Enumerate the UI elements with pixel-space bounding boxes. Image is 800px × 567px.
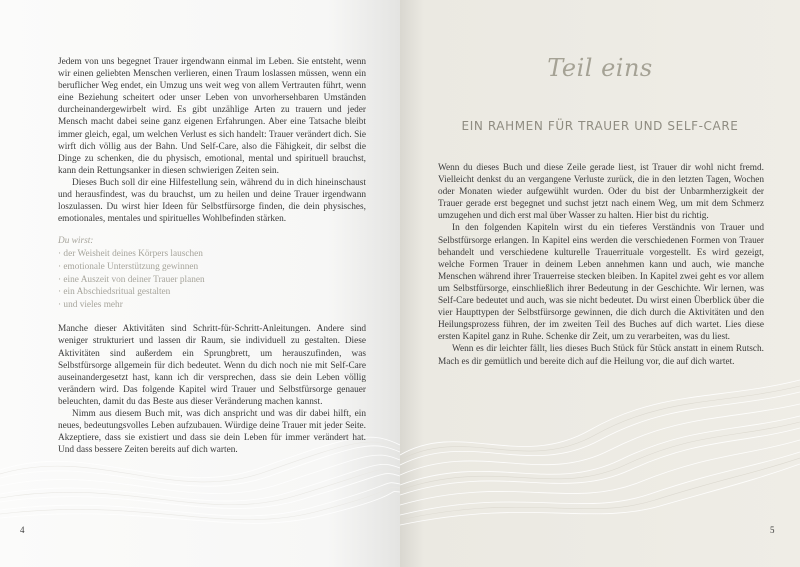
list-item: · emotionale Unterstützung gewinnen — [58, 261, 366, 274]
paragraph: Nimm aus diesem Buch mit, was dich anspricht und was dir dabei hilft, ein neues, bedeutungsvolles Leben aufzubauen. Würdige deine Trauer mit jeder Seite. Akzeptiere, dass sie existiert und dass sie dein Leben für immer verändert hat. Und dass bessere Zeiten bereits auf dich warten. — [58, 409, 366, 456]
activity-list — [58, 235, 366, 311]
page-number: 5 — [770, 525, 775, 535]
paragraph: Dieses Buch soll dir eine Hilfestellung sein, während du in dich hineinschaust und herausfindest, was du brauchst, um zu heilen und deine Trauer irgendwann loszulassen. Du wirst hier Ideen für Selbstfürsorge finden, die dein physisches, emotionales, mentales und spirituelles Wohlbefinden stärken. — [58, 177, 366, 225]
list-item: · und vieles mehr — [58, 299, 366, 312]
left-body-text — [58, 56, 366, 456]
list-item: · eine Auszeit von deiner Trauer planen — [58, 274, 366, 287]
chapter-title: EIN RAHMEN FÜR TRAUER UND SELF-CARE — [461, 119, 739, 133]
list-heading: Du wirst: — [58, 236, 94, 247]
page-number: 4 — [20, 525, 25, 535]
right-body-text — [438, 162, 764, 368]
chapter-label: Teil eins — [547, 54, 653, 82]
paragraph: In den folgenden Kapiteln wirst du ein tieferes Verständnis von Trauer und Selbstfürsorge erlangen. In Kapitel eins werden die verschiedenen Formen von Trauer behandelt und verschiedene kulturelle Trauerrituale vorgestellt. Es wird gezeigt, welche Formen Trauer in deinem Leben annehmen kann und auch, wie manche Menschen während ihrer Trauerreise stecken bleiben. In Kapitel zwei geht es vor allem um Selbstfürsorge, einschließlich ihrer Bedeutung in der Geschichte. Wir lernen, was Self-Care bedeutet und auch, was sie nicht bedeutet. Du wirst einen Überblick über die vier Haupttypen der Selbstfürsorge gewinnen, die dich durch die Aktivitäten und den Heilungsprozess führen, der im zweiten Teil des Buches auf dich wartet. Lies diese ersten Kapitel ganz in Ruhe. Schenke dir Zeit, um zu verarbeiten, was du liest. — [438, 223, 764, 343]
paragraph: Jedem von uns begegnet Trauer irgendwann einmal im Leben. Sie entsteht, wenn wir einen geliebten Menschen verlieren, einen Traum loslassen müssen, wenn ein beruflicher Weg endet, ein Umzug uns weit weg von allem Vertrauten führt, wenn eine Beziehung scheitert oder unser Leben von unvorhersehbaren Umständen durcheinandergewirbelt wird. Es gibt unzählige Arten zu trauern und jeder Mensch macht dabei seine ganz eigenen Erfahrungen. Aber eine Tatsache bleibt immer gleich, egal, um welchen Verlust es sich handelt: Trauer verändert dich. Sie wirft dich völlig aus der Bahn. Und Self-Care, also die Fähigkeit, dir selbst die Dinge zu schenken, die du physisch, emotional, mental und spirituell brauchst, kann dein Rettungsanker in diesen schwierigen Zeiten sein. — [58, 57, 366, 176]
list-item: · der Weisheit deines Körpers lauschen — [58, 248, 366, 261]
list-item: · ein Abschiedsritual gestalten — [58, 286, 366, 299]
paragraph: Manche dieser Aktivitäten sind Schritt-für-Schritt-Anleitungen. Andere sind weniger strukturiert und lassen dir Raum, sie individuell zu gestalten. Diese Aktivitäten sind außerdem ein Sprungbrett, um herauszufinden, was Selbstfürsorge allgemein für dich bedeutet. Wenn du dich noch nie mit Self-Care auseinandergesetzt hast, kann ich dir versprechen, dass sie dein Leben völlig verändern wird. Das folgende Kapitel wird Trauer und Selbstfürsorge genauer beleuchten, damit du das Beste aus dieser Veränderung machen kannst. — [58, 324, 366, 407]
paragraph: Wenn du dieses Buch und diese Zeile gerade liest, ist Trauer dir wohl nicht fremd. Vielleicht denkst du an vergangene Verluste zurück, die in den letzten Tagen, Wochen oder Monaten wieder aufgewühlt wurden. Oder du bist der Unbarmherzigkeit der Trauer gerade erst begegnet und suchst jetzt nach einem Weg, um mit dem Schmerz umzugehen und dich erst mal über Wasser zu halten. Hier bist du richtig. — [438, 163, 764, 222]
paragraph: Wenn es dir leichter fällt, lies dieses Buch Stück für Stück anstatt in einem Rutsch. Mach es dir gemütlich und bereite dich auf die Heilung vor, die auf dich wartet. — [438, 344, 764, 367]
right-page — [400, 0, 800, 567]
